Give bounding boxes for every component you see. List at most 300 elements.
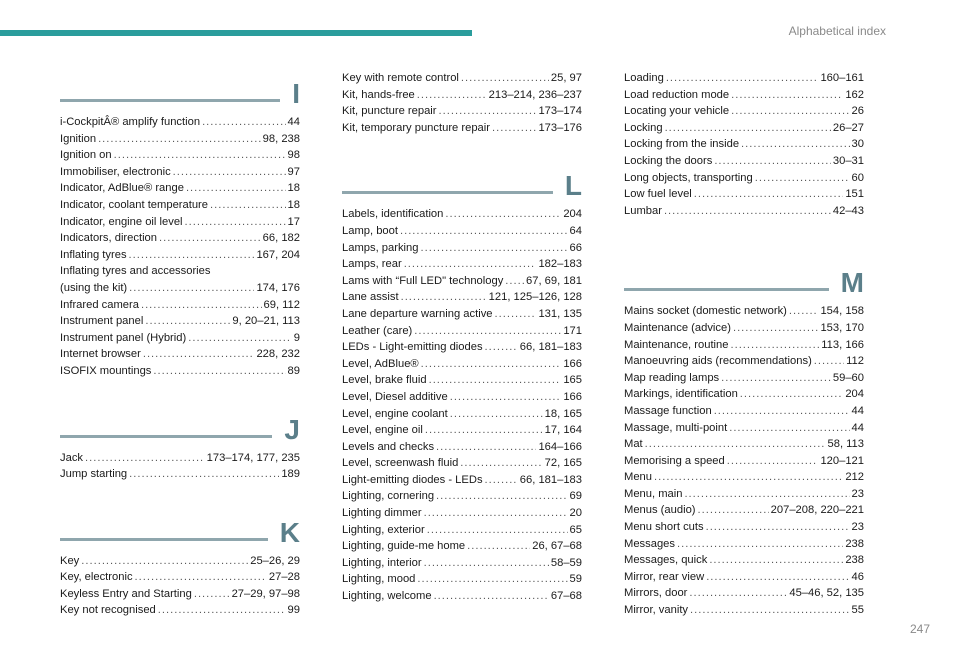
dot-leader	[645, 436, 826, 453]
entry-term: Inflating tyres and accessories	[60, 265, 211, 278]
entry-pages: 173–174	[538, 105, 582, 118]
index-entry	[624, 569, 864, 586]
dot-leader	[467, 538, 530, 555]
entry-term: Menu, main	[624, 487, 683, 500]
index-entry	[342, 538, 582, 555]
entry-term: Long objects, transporting	[624, 171, 753, 184]
index-entry	[342, 472, 582, 489]
index-entry	[624, 502, 864, 519]
entry-term: Lamps, rear	[342, 258, 402, 271]
dot-leader	[492, 120, 536, 137]
entry-term: Level, Diesel additive	[342, 390, 448, 403]
entry-term: Mat	[624, 438, 643, 451]
index-entry	[624, 436, 864, 453]
entry-pages: 44	[851, 421, 864, 434]
index-entry	[342, 273, 582, 290]
dot-leader	[694, 186, 844, 203]
entry-pages: 98	[287, 149, 300, 162]
entry-pages: 120–121	[820, 454, 864, 467]
entry-term: Jump starting	[60, 468, 128, 481]
entry-term: Lams with “Full LED" technology	[342, 274, 504, 287]
dot-leader	[114, 147, 286, 164]
entry-pages: 17, 164	[544, 424, 582, 437]
dot-leader	[740, 386, 844, 403]
entry-pages: 66, 182	[262, 232, 300, 245]
entry-pages: 113, 166	[821, 338, 864, 351]
entry-pages: 58, 113	[827, 438, 864, 451]
index-section-k	[60, 509, 300, 619]
entry-term: Messages	[624, 537, 675, 550]
dot-leader	[400, 223, 568, 240]
entry-term: Menus (audio)	[624, 504, 696, 517]
dot-leader	[414, 323, 561, 340]
index-section-j	[60, 406, 300, 483]
entry-pages: 212	[845, 471, 864, 484]
entry-pages: 66, 181–183	[519, 341, 582, 354]
index-entry	[624, 403, 864, 420]
entry-pages: 69, 112	[263, 298, 300, 311]
dot-leader	[689, 585, 787, 602]
entry-term: Labels, identification	[342, 208, 444, 221]
entry-pages: 69	[569, 490, 582, 503]
entry-pages: 238	[845, 554, 864, 567]
dot-leader	[129, 280, 254, 297]
entry-term: Level, engine oil	[342, 424, 423, 437]
index-entry	[624, 170, 864, 187]
entry-term: Infrared camera	[60, 298, 139, 311]
entry-term: Ignition on	[60, 149, 112, 162]
entry-pages: 131, 135	[538, 307, 582, 320]
dot-leader	[85, 450, 205, 467]
section-heading	[342, 162, 582, 202]
dot-leader	[729, 420, 849, 437]
dot-leader	[401, 289, 487, 306]
index-entry	[60, 466, 300, 483]
section-letter: I	[292, 78, 300, 109]
entry-term: Level, screenwash fluid	[342, 457, 459, 470]
dot-leader	[135, 569, 267, 586]
entry-pages: 72, 165	[544, 457, 582, 470]
entry-pages: 55	[851, 604, 864, 617]
entry-pages: 23	[851, 521, 864, 534]
dot-leader	[741, 136, 850, 153]
index-entry	[624, 203, 864, 220]
dot-leader	[730, 337, 819, 354]
entry-term: Kit, hands-free	[342, 88, 415, 101]
dot-leader	[666, 70, 819, 87]
index-entry	[342, 522, 582, 539]
entry-pages: 121, 125–126, 128	[488, 291, 582, 304]
entry-term: Loading	[624, 72, 664, 84]
dot-leader	[709, 552, 843, 569]
entry-pages: 174, 176	[256, 281, 300, 294]
entry-pages: 25–26, 29	[250, 554, 300, 567]
entry-term: Ignition	[60, 132, 97, 145]
entry-term: LEDs - Light-emitting diodes	[342, 341, 483, 354]
entry-term: (using the kit)	[60, 281, 128, 294]
entry-pages: 166	[563, 390, 582, 403]
entry-term: Locking the doors	[624, 154, 713, 167]
index-column-2	[342, 70, 582, 631]
index-entry	[342, 505, 582, 522]
entry-term: Jack	[60, 451, 84, 464]
dot-leader	[727, 453, 819, 470]
index-section-k-continued	[342, 70, 582, 136]
entry-list	[60, 114, 300, 380]
entry-term: Key	[60, 554, 80, 567]
entry-pages: 44	[851, 404, 864, 417]
entry-pages: 26, 67–68	[532, 540, 582, 553]
entry-term: Lane departure warning active	[342, 307, 493, 320]
entry-term: Key with remote control	[342, 72, 459, 84]
index-entry	[342, 372, 582, 389]
entry-pages: 154, 158	[820, 305, 864, 318]
index-entry	[342, 323, 582, 340]
entry-term: Lumbar	[624, 204, 662, 217]
entry-pages: 25, 97	[550, 72, 582, 84]
index-section-l-continued	[624, 70, 864, 219]
index-entry	[624, 585, 864, 602]
index-column-1	[60, 70, 300, 645]
index-entry	[342, 223, 582, 240]
dot-leader	[495, 306, 537, 323]
entry-pages: 18	[287, 182, 300, 195]
index-entry	[624, 186, 864, 203]
index-entry	[60, 363, 300, 380]
entry-term: Lighting, interior	[342, 556, 422, 569]
dot-leader	[173, 164, 286, 181]
index-entry	[342, 406, 582, 423]
dot-leader	[706, 569, 849, 586]
dot-leader	[505, 273, 524, 290]
entry-pages: 9	[293, 331, 300, 344]
dot-leader	[129, 466, 279, 483]
dot-leader	[721, 370, 831, 387]
entry-term: Lighting, cornering	[342, 490, 435, 503]
entry-term: Level, AdBlue®	[342, 357, 419, 370]
entry-pages: 44	[287, 116, 300, 128]
entry-term: Instrument panel	[60, 315, 144, 328]
entry-pages: 60	[851, 171, 864, 184]
dot-leader	[427, 522, 568, 539]
index-entry	[60, 450, 300, 467]
entry-pages: 27–28	[268, 571, 300, 584]
index-entry	[624, 536, 864, 553]
entry-term: Kit, temporary puncture repair	[342, 121, 490, 134]
index-entry	[624, 303, 864, 320]
section-rule	[60, 538, 268, 541]
dot-leader	[143, 346, 255, 363]
entry-term: Mirror, vanity	[624, 604, 689, 617]
index-entry	[342, 70, 582, 87]
dot-leader	[434, 588, 549, 605]
dot-leader	[404, 256, 537, 273]
entry-pages: 67, 69, 181	[526, 274, 582, 287]
index-entry	[624, 87, 864, 104]
entry-term: Lamp, boot	[342, 224, 398, 237]
dot-leader	[439, 103, 537, 120]
dot-leader	[185, 214, 286, 231]
entry-term: Indicator, engine oil level	[60, 215, 183, 228]
entry-pages: 27–29, 97–98	[231, 587, 300, 600]
dot-leader	[158, 602, 286, 619]
entry-term: Messages, quick	[624, 554, 708, 567]
entry-pages: 162	[845, 88, 864, 101]
section-letter: L	[564, 170, 582, 202]
entry-pages: 204	[845, 388, 864, 401]
index-entry	[60, 247, 300, 264]
dot-leader	[714, 153, 831, 170]
index-entry	[624, 552, 864, 569]
entry-pages: 42–43	[832, 204, 864, 217]
entry-pages: 164–166	[538, 440, 582, 453]
index-entry	[624, 353, 864, 370]
entry-pages: 18	[287, 198, 300, 211]
section-heading	[60, 70, 300, 110]
index-entry	[342, 389, 582, 406]
entry-pages: 46	[851, 570, 864, 583]
index-entry	[624, 337, 864, 354]
entry-pages: 26–27	[832, 121, 864, 134]
index-entry	[342, 356, 582, 373]
entry-pages: 204	[563, 208, 582, 221]
index-entry	[342, 256, 582, 273]
entry-term: Lighting, mood	[342, 573, 416, 586]
entry-term: Maintenance, routine	[624, 338, 729, 351]
section-letter: J	[284, 413, 300, 445]
index-entry	[60, 602, 300, 619]
dot-leader	[436, 488, 568, 505]
entry-term: Low fuel level	[624, 188, 692, 201]
entry-pages: 18, 165	[544, 407, 582, 420]
entry-term: Lighting dimmer	[342, 507, 422, 520]
dot-leader	[210, 197, 286, 214]
entry-pages: 238	[845, 537, 864, 550]
index-entry	[624, 602, 864, 619]
entry-pages: 59	[569, 573, 582, 586]
entry-pages: 45–46, 52, 135	[789, 587, 864, 600]
dot-leader	[461, 70, 549, 87]
entry-term: Light-emitting diodes - LEDs	[342, 473, 483, 486]
entry-term: Memorising a speed	[624, 454, 725, 467]
dot-leader	[417, 87, 487, 104]
entry-term: Internet browser	[60, 348, 141, 361]
index-entry	[624, 519, 864, 536]
index-entry	[342, 206, 582, 223]
entry-pages: 59–60	[832, 371, 864, 384]
entry-pages: 165	[563, 374, 582, 387]
section-heading	[624, 259, 864, 299]
dot-leader	[690, 602, 850, 619]
dot-leader	[450, 406, 543, 423]
entry-pages: 58–59	[550, 556, 582, 569]
index-entry	[60, 114, 300, 131]
index-entry	[60, 214, 300, 231]
entry-pages: 182–183	[538, 258, 582, 271]
index-entry	[60, 330, 300, 347]
index-entry	[624, 486, 864, 503]
index-entry	[60, 180, 300, 197]
index-entry	[60, 131, 300, 148]
entry-list	[342, 70, 582, 136]
page-header-title: Alphabetical index	[788, 24, 886, 38]
index-entry	[342, 289, 582, 306]
entry-term: Menu short cuts	[624, 521, 704, 534]
index-entry	[624, 370, 864, 387]
entry-term: Kit, puncture repair	[342, 105, 437, 118]
dot-leader	[665, 120, 831, 137]
dot-leader	[186, 180, 286, 197]
entry-pages: 99	[287, 604, 300, 617]
dot-leader	[789, 303, 819, 320]
entry-term: Menu	[624, 471, 652, 484]
entry-pages: 26	[851, 105, 864, 118]
entry-pages: 66	[569, 241, 582, 254]
index-entry	[342, 339, 582, 356]
dot-leader	[450, 389, 562, 406]
entry-term: Key not recognised	[60, 604, 156, 617]
entry-list	[624, 70, 864, 219]
dot-leader	[424, 555, 549, 572]
dot-leader	[129, 247, 255, 264]
entry-term: Lighting, exterior	[342, 523, 425, 536]
dot-leader	[145, 313, 230, 330]
entry-pages: 153, 170	[820, 321, 864, 334]
entry-list	[60, 450, 300, 483]
entry-term: Inflating tyres	[60, 248, 127, 261]
entry-term: ISOFIX mountings	[60, 364, 152, 377]
entry-term: i-CockpitÂ® amplify function	[60, 116, 201, 128]
entry-pages: 167, 204	[256, 248, 300, 261]
dot-leader	[731, 103, 849, 120]
dot-leader	[684, 486, 849, 503]
dot-leader	[714, 403, 850, 420]
dot-leader	[81, 553, 248, 570]
entry-pages: 20	[569, 507, 582, 520]
dot-leader	[194, 586, 230, 603]
index-entry	[624, 120, 864, 137]
dot-leader	[436, 439, 536, 456]
index-entry	[342, 103, 582, 120]
index-entry	[60, 263, 300, 280]
index-entry	[342, 306, 582, 323]
dot-leader	[445, 206, 561, 223]
index-entry	[60, 164, 300, 181]
dot-leader	[141, 297, 262, 314]
entry-term: Massage function	[624, 404, 712, 417]
entry-term: Level, engine coolant	[342, 407, 448, 420]
index-entry	[60, 280, 300, 297]
dot-leader	[188, 330, 292, 347]
index-entry	[60, 230, 300, 247]
index-entry	[60, 297, 300, 314]
dot-leader	[153, 363, 285, 380]
entry-pages: 67–68	[550, 590, 582, 603]
entry-pages: 98, 238	[262, 132, 300, 145]
entry-term: Lighting, guide-me home	[342, 540, 466, 553]
entry-pages: 160–161	[820, 72, 864, 84]
entry-pages: 64	[569, 224, 582, 237]
index-entry	[60, 586, 300, 603]
dot-leader	[429, 372, 562, 389]
entry-term: Instrument panel (Hybrid)	[60, 331, 187, 344]
dot-leader	[421, 240, 568, 257]
entry-term: Lighting, welcome	[342, 590, 432, 603]
entry-term: Locating your vehicle	[624, 105, 730, 118]
dot-leader	[755, 170, 850, 187]
entry-pages: 30–31	[832, 154, 864, 167]
index-entry	[624, 453, 864, 470]
entry-pages: 228, 232	[256, 348, 300, 361]
dot-leader	[460, 455, 542, 472]
entry-list	[624, 303, 864, 618]
entry-list	[60, 553, 300, 619]
index-entry	[342, 455, 582, 472]
index-entry	[342, 240, 582, 257]
entry-term: Leather (care)	[342, 324, 413, 337]
dot-leader	[424, 505, 568, 522]
index-entry	[60, 147, 300, 164]
entry-pages: 65	[569, 523, 582, 536]
entry-pages: 89	[287, 364, 300, 377]
index-entry	[60, 197, 300, 214]
entry-term: Indicator, AdBlue® range	[60, 182, 184, 195]
entry-term: Mains socket (domestic network)	[624, 305, 787, 318]
index-entry	[624, 420, 864, 437]
index-section-i	[60, 70, 300, 380]
section-heading	[60, 406, 300, 446]
section-letter: K	[279, 516, 300, 548]
dot-leader	[421, 356, 562, 373]
section-rule	[60, 99, 280, 102]
entry-term: Lane assist	[342, 291, 399, 304]
index-entry	[624, 103, 864, 120]
entry-pages: 66, 181–183	[519, 473, 582, 486]
index-entry	[342, 555, 582, 572]
dot-leader	[485, 339, 518, 356]
entry-pages: 171	[563, 324, 582, 337]
index-entry	[342, 87, 582, 104]
section-rule	[624, 288, 829, 291]
index-entry	[342, 488, 582, 505]
header-accent-bar	[0, 30, 472, 36]
entry-term: Immobiliser, electronic	[60, 165, 171, 178]
dot-leader	[654, 469, 843, 486]
dot-leader	[202, 114, 285, 131]
index-entry	[342, 120, 582, 137]
dot-leader	[417, 571, 567, 588]
index-section-l	[342, 162, 582, 604]
entry-term: Map reading lamps	[624, 371, 720, 384]
dot-leader	[706, 519, 850, 536]
entry-term: Level, brake fluid	[342, 374, 427, 387]
entry-term: Load reduction mode	[624, 88, 730, 101]
index-entry	[624, 469, 864, 486]
dot-leader	[698, 502, 769, 519]
index-section-m	[624, 259, 864, 618]
index-entry	[342, 422, 582, 439]
dot-leader	[814, 353, 844, 370]
index-column-3	[624, 70, 864, 645]
index-entry	[624, 386, 864, 403]
dot-leader	[677, 536, 843, 553]
index-entry	[624, 136, 864, 153]
entry-term: Locking	[624, 121, 663, 134]
entry-term: Maintenance (advice)	[624, 321, 731, 334]
entry-pages: 173–176	[538, 121, 582, 134]
entry-term: Mirror, rear view	[624, 570, 705, 583]
entry-pages: 207–208, 220–221	[770, 504, 864, 517]
